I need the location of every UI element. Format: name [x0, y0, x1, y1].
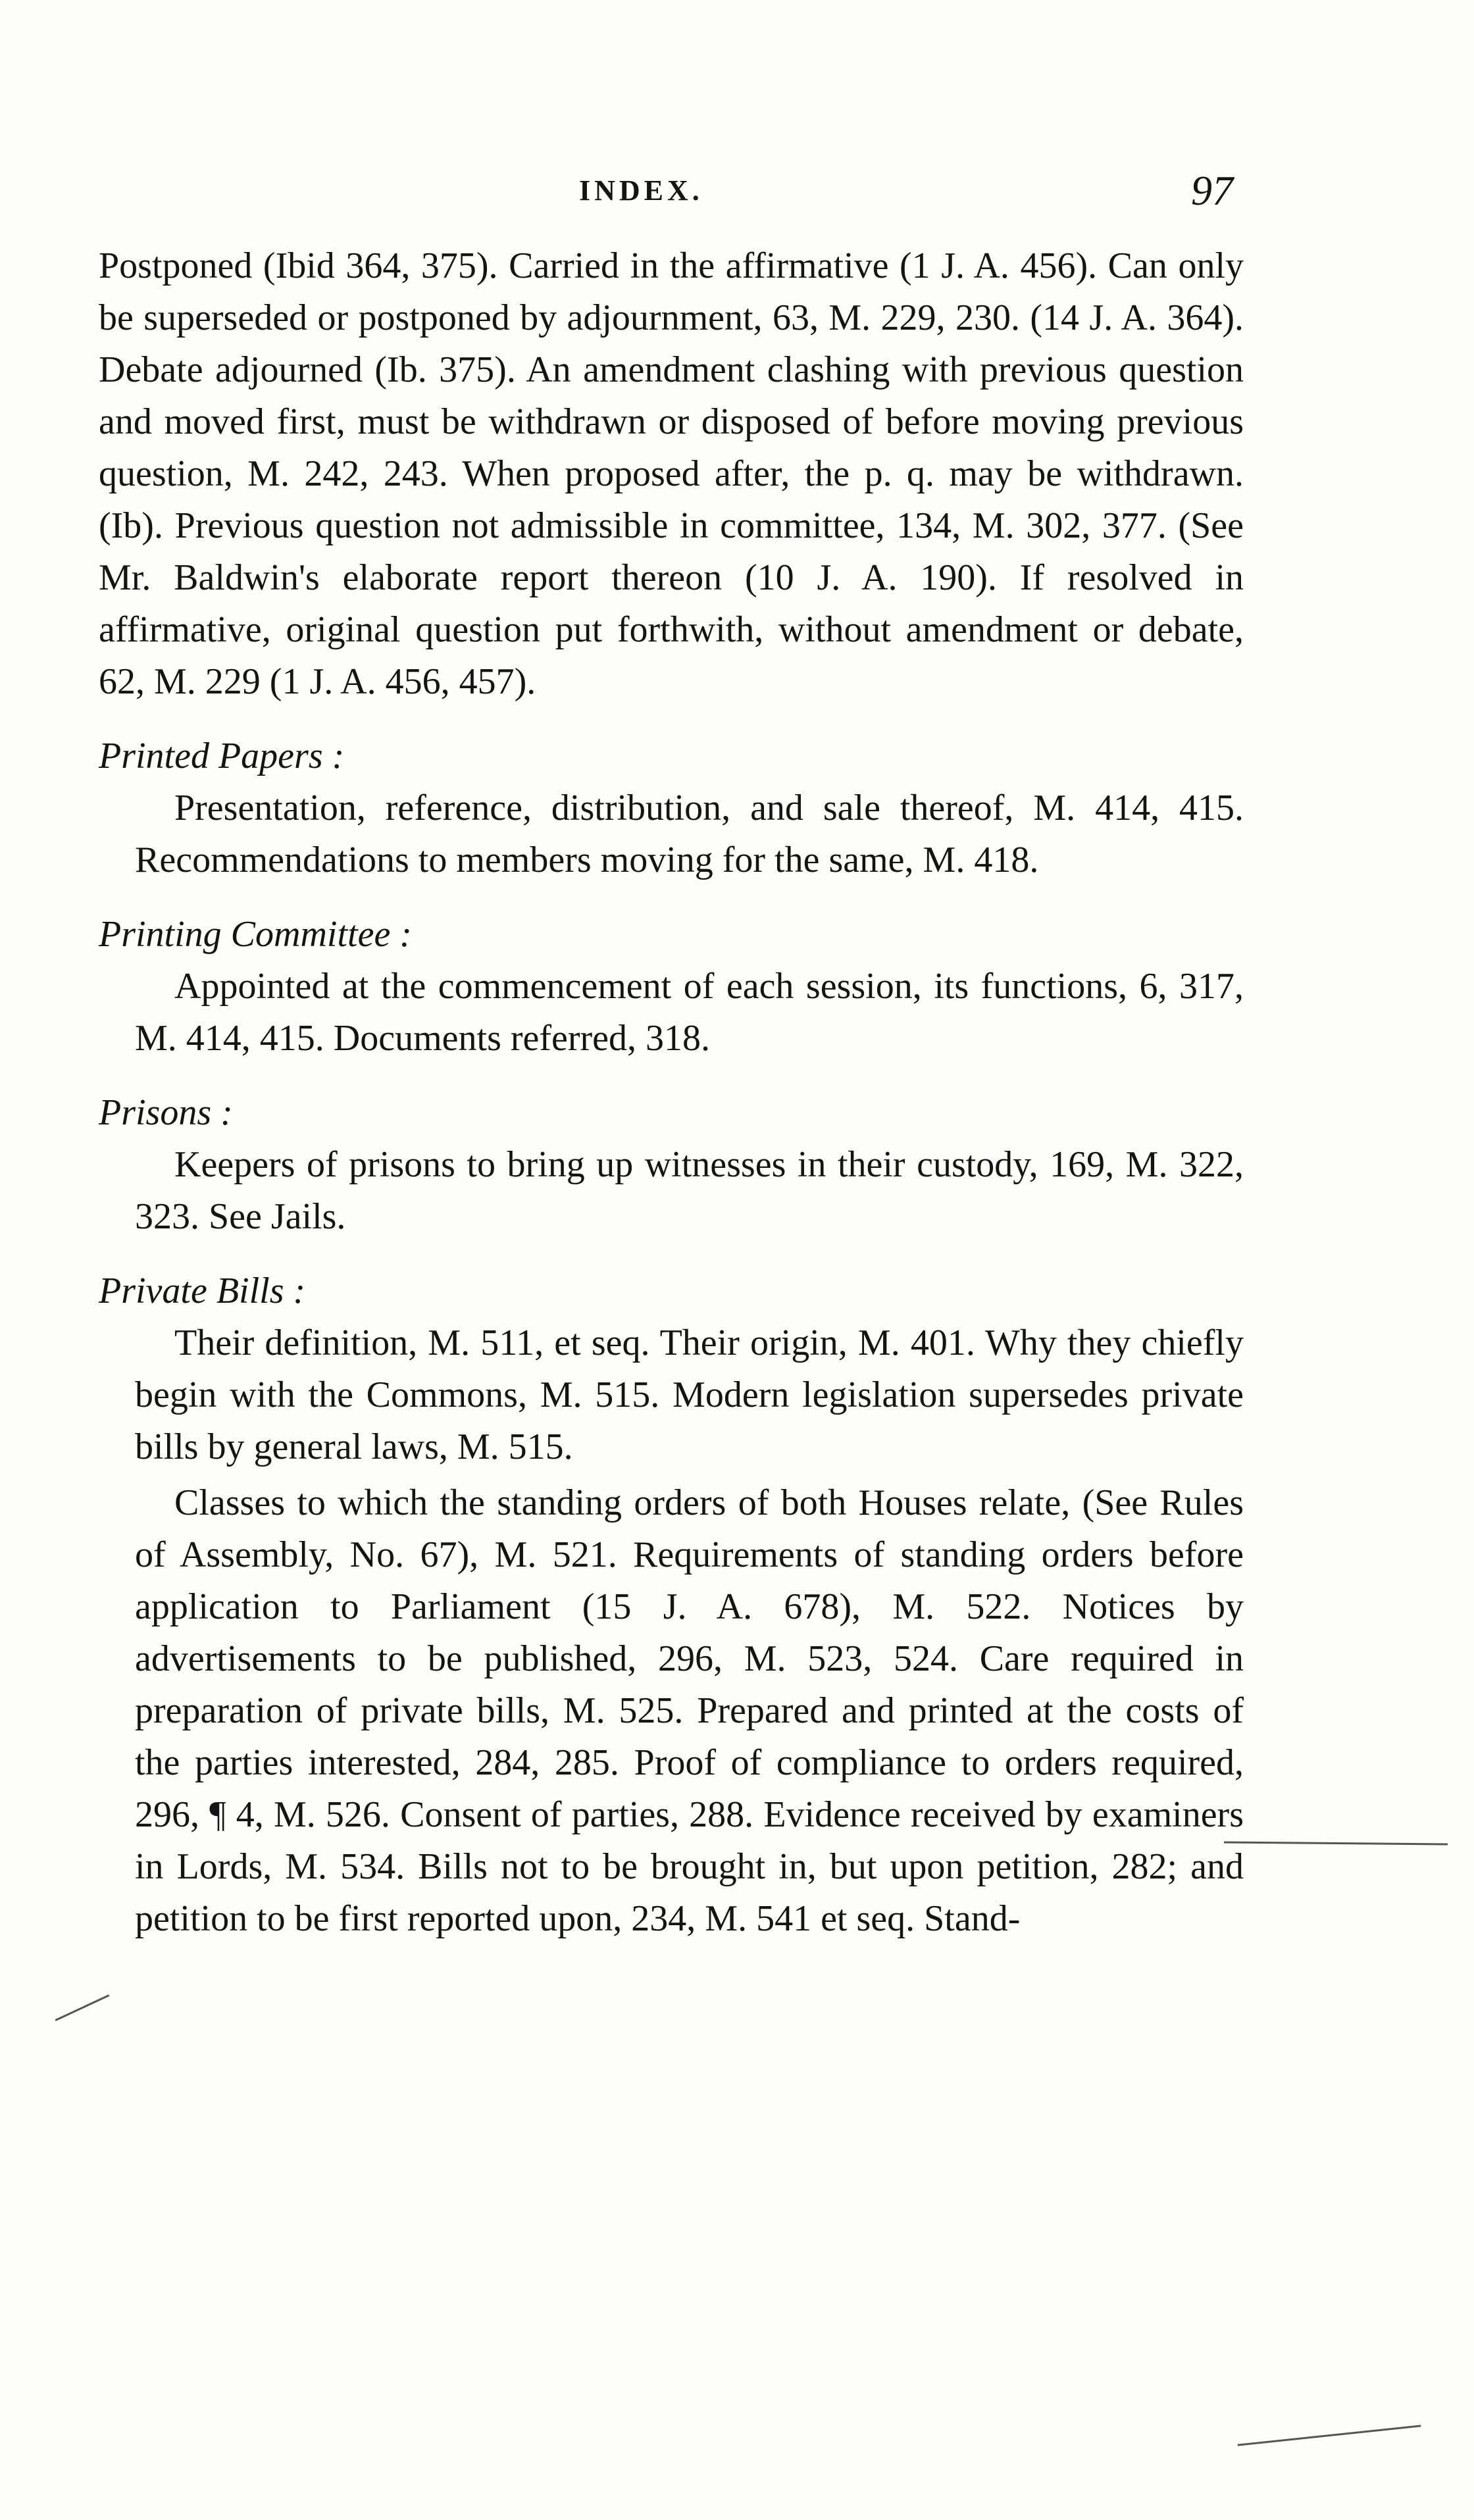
scan-mark [1224, 1842, 1448, 1846]
entry-paragraph: Presentation, reference, distribution, and sale thereof, M. 414, 415. Recommendations to members moving for the same, M. 418. [135, 788, 1244, 880]
entry-heading: Prisons : [99, 1092, 233, 1133]
entry-heading: Printed Papers : [99, 736, 345, 776]
running-title: INDEX. [579, 174, 703, 207]
continuation-paragraph: Postponed (Ibid 364, 375). Carried in the affirmative (1 J. A. 456). Can only be superseded or postponed by adjournment, 63, M. 229, 230. (14 J. A. 364). Debate adjourned (Ib. 375). An amendment clashing with previous question and moved first, must be withdrawn or disposed of before moving previous question, M. 242, 243. When proposed after, the p. q. may be withdrawn. (Ib). Previous question not admissible in committee, 134, M. 302, 377. (See Mr. Baldwin's elaborate report thereon (10 J. A. 190). If resolved in affirmative, original question put forthwith, without amendment or debate, 62, M. 229 (1 J. A. 456, 457). [99, 245, 1244, 702]
entry-heading: Printing Committee : [99, 914, 412, 955]
running-head [0, 164, 1474, 217]
entry-heading: Private Bills : [99, 1271, 306, 1311]
index-entry-printing-committee [99, 909, 1244, 1065]
entry-paragraph: Their definition, M. 511, et seq. Their origin, M. 401. Why they chiefly begin with the Commons, M. 515. Modern legislation supersedes private bills by general laws, M. 515. [135, 1323, 1244, 1467]
index-entry-printed-papers [99, 730, 1244, 886]
index-entry-private-bills [99, 1265, 1244, 1945]
index-body [99, 240, 1244, 1945]
scan-mark [55, 1994, 110, 2021]
page-number: 97 [1191, 167, 1233, 214]
scan-mark [1238, 2425, 1421, 2446]
entry-paragraph: Classes to which the standing orders of both Houses relate, (See Rules of Assembly, No. 67), M. 521. Requirements of standing orders before application to Parliament (15 J. A. 678), M. 522. Notices by advertisements to be published, 296, M. 523, 524. Care required in preparation of private bills, M. 525. Prepared and printed at the costs of the parties interested, 284, 285. Proof of compliance to orders required, 296, ¶ 4, M. 526. Consent of parties, 288. Evidence received by examiners in Lords, M. 534. Bills not to be brought in, but upon petition, 282; and petition to be first reported upon, 234, M. 541 et seq. Stand- [135, 1482, 1244, 1939]
entry-paragraph: Appointed at the commencement of each session, its functions, 6, 317, M. 414, 415. Documents referred, 318. [135, 966, 1244, 1059]
index-entry-prisons [99, 1087, 1244, 1243]
entry-paragraph: Keepers of prisons to bring up witnesses in their custody, 169, M. 322, 323. See Jails. [135, 1144, 1244, 1237]
